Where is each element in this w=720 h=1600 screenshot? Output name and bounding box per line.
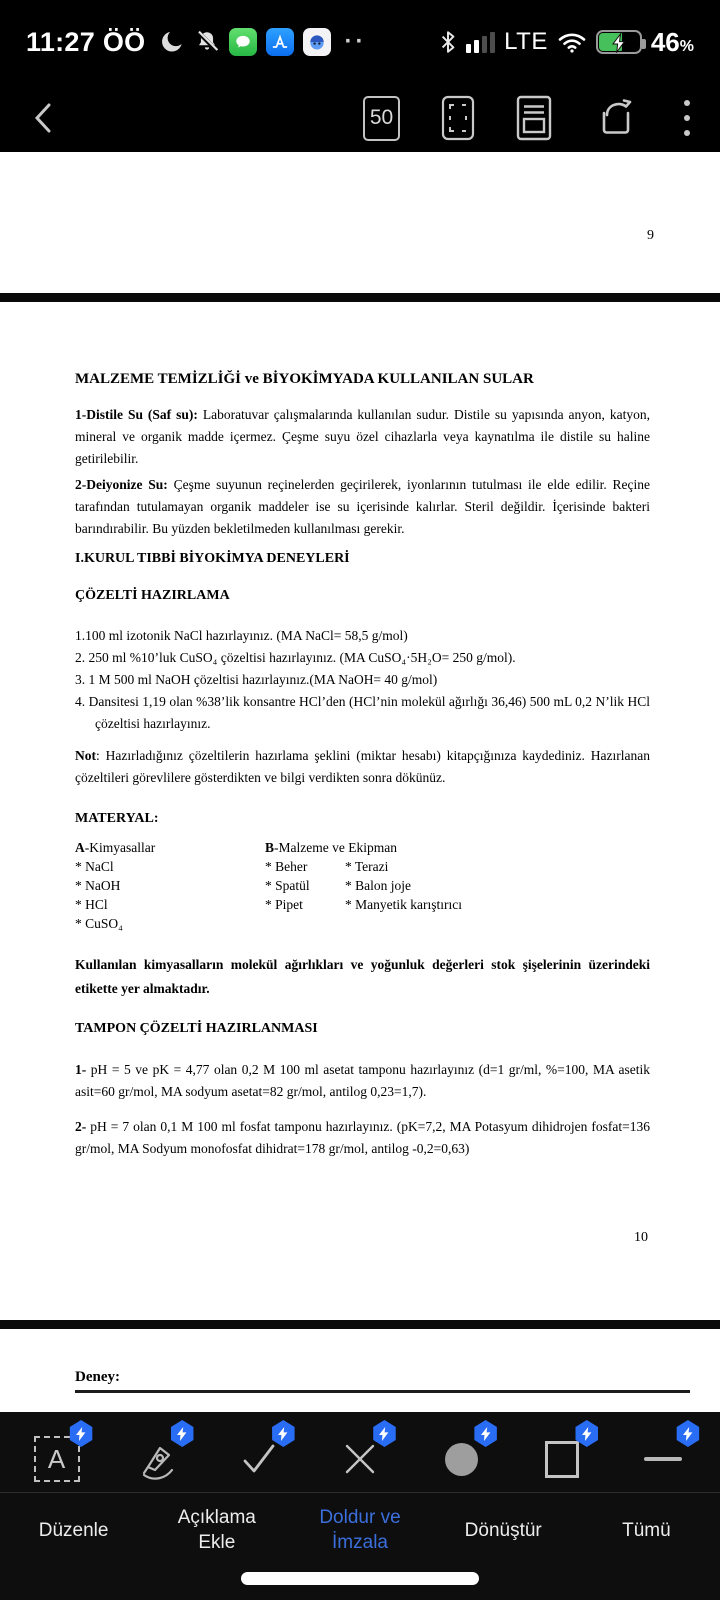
clock: 11:27 ÖÖ (26, 26, 146, 57)
status-bar (0, 0, 720, 84)
bluetooth-icon (439, 29, 457, 55)
materials-col-a-header: A-Kimyasallar (75, 840, 156, 855)
page-count-label: 50 (369, 106, 394, 129)
network-type-label: LTE (504, 28, 548, 55)
solution-steps-list (75, 625, 650, 735)
page-separator (0, 1320, 720, 1329)
mode-tabs-row (0, 1504, 720, 1556)
material-cell: * NaCl (75, 859, 114, 874)
overflow-menu-button[interactable] (680, 96, 694, 140)
deney-label: Deney: (75, 1369, 120, 1385)
rectangle-tool[interactable] (533, 1430, 591, 1488)
annotation-bottom-bar (0, 1412, 720, 1600)
page-9-number: 9 (647, 228, 654, 243)
tab-aciklama-ekle[interactable]: Açıklama Ekle (177, 1507, 256, 1553)
signal-strength-icon (466, 31, 495, 53)
moon-icon (158, 29, 185, 56)
fill-sign-tools-row (0, 1412, 720, 1493)
step-item: 1.100 ml izotonik NaCl hazırlayınız. (MA NaCl= 58,5 g/mol) (75, 628, 408, 643)
premium-lightning-badge (473, 1420, 498, 1447)
materyal-heading: MATERYAL: (75, 811, 159, 826)
text-box-tool[interactable] (28, 1430, 86, 1488)
tab-duzenle[interactable]: Düzenle (38, 1519, 109, 1541)
material-cell: * NaOH (75, 878, 121, 893)
material-cell: * Beher (265, 859, 308, 874)
line-tool[interactable] (634, 1430, 692, 1488)
checkmark-tool[interactable] (230, 1430, 288, 1488)
appstore-notification-icon (266, 28, 294, 56)
material-cell (345, 914, 650, 933)
tab-tumu[interactable]: Tümü (622, 1519, 671, 1541)
page-11-top (0, 1329, 720, 1403)
materials-table (75, 838, 650, 933)
step-item: 4. Dansitesi 1,19 olan %38’lik konsantre HCl’den (HCl’nin molekül ağırlığı 36,46) 500 mL 0,2 N’lik HCl çözeltisi hazırlayınız. (75, 694, 650, 731)
material-cell: * CuSO₄ (75, 916, 123, 931)
buffer-step-2: 2- pH = 7 olan 0,1 M 100 ml fosfat tamponu hazırlayınız. (pK=7,2, MA Potasyum dihidrojen fosfat=136 gr/mol, MA Sodyum monofosfat dihidrat=178 gr/mol, antilog -0,2=0,63) (75, 1119, 650, 1156)
page-10-content (0, 302, 720, 1320)
material-cell: * Manyetik karıştırıcı (345, 897, 462, 912)
reading-mode-button[interactable] (516, 95, 552, 141)
tab-doldur-ve-imzala[interactable]: Doldur ve İmzala (319, 1507, 401, 1553)
deionized-water-paragraph: 2-Deiyonize Su: Çeşme suyunun reçinelerden geçirilerek, iyonlarının tutulması ile elde edilir. Reçine tarafından tutulamayan organik maddeler ise su içerisinde kalırlar. Steril değildir. İçerisinde bakteri barındırabilir. Bu yüzden bekletilmeden kullanılması gerekir. (75, 477, 650, 536)
material-cell: * Pipet (265, 897, 303, 912)
table-top-border (75, 1390, 690, 1393)
share-button[interactable] (593, 96, 639, 140)
tampon-heading: TAMPON ÇÖZELTİ HAZIRLANMASI (75, 1021, 318, 1036)
status-left (26, 27, 366, 58)
page-separator (0, 293, 720, 302)
page-fit-button[interactable] (441, 95, 475, 141)
messages-notification-icon (229, 28, 257, 56)
stock-label-note: Kullanılan kimyasalların molekül ağırlıkları ve yoğunluk değerleri stok şişelerinin üzerindeki etikette yer almaktadır. (75, 957, 650, 996)
cozelti-heading: ÇÖZELTİ HAZIRLAMA (75, 588, 230, 603)
material-cell: * Terazi (345, 859, 389, 874)
bell-muted-icon (194, 29, 220, 55)
pdf-nav-toolbar (0, 84, 720, 152)
status-right (439, 27, 694, 58)
page-count-button[interactable] (363, 96, 400, 141)
dot-tool[interactable] (432, 1430, 490, 1488)
game-notification-icon (303, 28, 331, 56)
signature-tool[interactable] (129, 1430, 187, 1488)
kurul-heading: I.KURUL TIBBİ BİYOKİMYA DENEYLERİ (75, 551, 350, 566)
battery-charging-icon (596, 30, 642, 54)
material-cell: * Balon joje (345, 878, 411, 893)
wifi-icon (557, 30, 587, 54)
home-indicator[interactable] (241, 1572, 479, 1585)
material-cell: * Spatül (265, 878, 310, 893)
back-button[interactable] (30, 101, 56, 135)
premium-lightning-badge (675, 1420, 700, 1447)
material-cell: * HCl (75, 897, 108, 912)
materials-col-b-header: B-Malzeme ve Ekipman (265, 840, 397, 855)
note-paragraph: Not: Hazırladığınız çözeltilerin hazırlama şeklini (miktar hesabı) kitapçığınıza kaydediniz. Hazırlanan çözeltileri görevlilere gösterdikten ve bilgi verdikten sonra dökünüz. (75, 748, 650, 785)
page-9-footer (0, 152, 720, 293)
doc-section-title: MALZEME TEMİZLİĞİ ve BİYOKİMYADA KULLANILAN SULAR (75, 371, 534, 387)
text-tool-glyph: A (47, 1443, 66, 1474)
buffer-step-1: 1- pH = 5 ve pK = 4,77 olan 0,2 M 100 ml asetat tamponu hazırlayınız (d=1 gr/ml, %=100, MA asetik asit=60 gr/mol, MA sodyum asetat=82 gr/mol, antilog 0,23=1,7). (75, 1062, 650, 1099)
more-notifications-dots: ·· (344, 28, 367, 55)
tab-donustur[interactable]: Dönüştür (464, 1519, 542, 1541)
page-10-number: 10 (634, 1230, 648, 1245)
pdf-document-view[interactable] (0, 152, 720, 1412)
cross-mark-tool[interactable] (331, 1430, 389, 1488)
step-item: 3. 1 M 500 ml NaOH çözeltisi hazırlayınız.(MA NaOH= 40 g/mol) (75, 672, 438, 687)
material-cell (265, 914, 345, 933)
distilled-water-paragraph: 1-Distile Su (Saf su): Laboratuvar çalışmalarında kullanılan sudur. Distile su yapısında anyon, katyon, mineral ve organik madde içermez. Çeşme suyu özel cihazlarla veya kaynatılma ile distile su haline getirilebilir. (75, 407, 650, 466)
battery-percent-label: 46% (650, 26, 694, 57)
step-item: 2. 250 ml %10’luk CuSO₄ çözeltisi hazırlayınız. (MA CuSO₄·5H₂O= 250 g/mol). (75, 650, 516, 665)
